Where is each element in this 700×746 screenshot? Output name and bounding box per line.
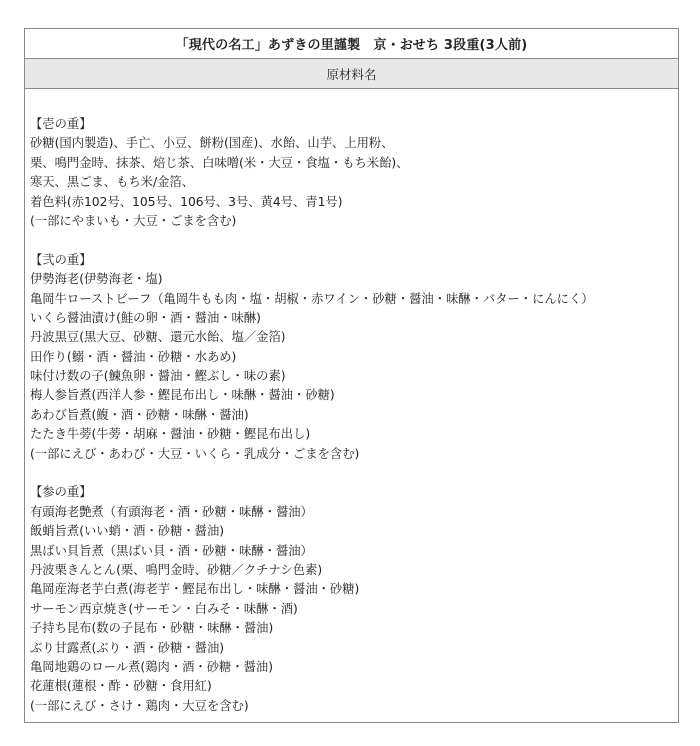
ingredient-line: いくら醤油漬け(鮭の卵・酒・醤油・味醂) [30, 310, 261, 325]
ingredient-line: 伊勢海老(伊勢海老・塩) [30, 272, 163, 287]
section-heading: 【壱の重】 [30, 117, 92, 131]
section-2 [30, 251, 678, 464]
section-3 [30, 483, 678, 716]
section-heading: 【弐の重】 [30, 252, 92, 267]
ingredient-line: (一部にえび・さけ・鶏肉・大豆を含む) [30, 698, 249, 713]
ingredients-table [24, 28, 679, 723]
ingredient-line: 亀岡産海老芋白煮(海老芋・鰹昆布出し・味醂・醤油・砂糖) [30, 582, 360, 597]
ingredient-line: 梅人参旨煮(西洋人参・鰹昆布出し・味醂・醤油・砂糖) [30, 388, 335, 403]
product-title: 「現代の名工」あずきの里謹製 京・おせち 3段重(3人前) [25, 29, 678, 59]
ingredient-line: たたき牛蒡(牛蒡・胡麻・醤油・砂糖・鰹昆布出し) [30, 427, 311, 442]
ingredient-line: 栗、鳴門金時、抹茶、焙じ茶、白味噌(米・大豆・食塩・もち米飴)、 [30, 155, 409, 170]
ingredient-line: 丹波黒豆(黒大豆、砂糖、還元水飴、塩／金箔) [30, 330, 286, 345]
ingredient-line: 花蓮根(蓮根・酢・砂糖・食用紅) [30, 679, 212, 694]
section-1 [30, 115, 678, 231]
ingredient-line: 寒天、黒ごま、もち米/金箔、 [30, 175, 195, 190]
ingredients-header: 原材料名 [25, 59, 678, 89]
ingredient-line: 丹波栗きんとん(栗、鳴門金時、砂糖／クチナシ色素) [30, 562, 323, 577]
ingredient-line: 飯蛸旨煮(いい蛸・酒・砂糖・醤油) [30, 524, 225, 539]
ingredient-line: (一部にえび・あわび・大豆・いくら・乳成分・ごまを含む) [30, 446, 360, 461]
ingredient-line: 亀岡牛ローストビーフ（亀岡牛もも肉・塩・胡椒・赤ワイン・砂糖・醤油・味醂・バター・にんにく） [30, 291, 594, 306]
ingredient-line: サーモン西京焼き(サーモン・白みそ・味醂・酒) [30, 601, 298, 616]
ingredient-line: 味付け数の子(鰊魚卵・醤油・鰹ぶし・味の素) [30, 369, 286, 384]
ingredient-line: 黒ばい貝旨煮（黒ばい貝・酒・砂糖・味醂・醤油） [30, 543, 313, 558]
ingredient-line: 亀岡地鶏のロール煮(鶏肉・酒・砂糖・醤油) [30, 659, 273, 674]
ingredient-line: 有頭海老艶煮（有頭海老・酒・砂糖・味醂・醤油） [30, 504, 313, 519]
section-heading: 【参の重】 [30, 485, 92, 500]
ingredient-line: 田作り(鰯・酒・醤油・砂糖・水あめ) [30, 349, 237, 364]
ingredient-line: 砂糖(国内製造)、手亡、小豆、餅粉(国産)、水飴、山芋、上用粉、 [30, 136, 394, 151]
ingredient-line: ぶり甘露煮(ぶり・酒・砂糖・醤油) [30, 640, 225, 655]
ingredient-line: 着色料(赤102号、105号、106号、3号、黄4号、青1号) [30, 194, 343, 209]
ingredient-line: 子持ち昆布(数の子昆布・砂糖・味醂・醤油) [30, 621, 274, 636]
ingredient-line: あわび旨煮(鰒・酒・砂糖・味醂・醤油) [30, 407, 249, 422]
ingredient-line: (一部にやまいも・大豆・ごまを含む) [30, 213, 237, 228]
ingredients-content [25, 89, 678, 716]
